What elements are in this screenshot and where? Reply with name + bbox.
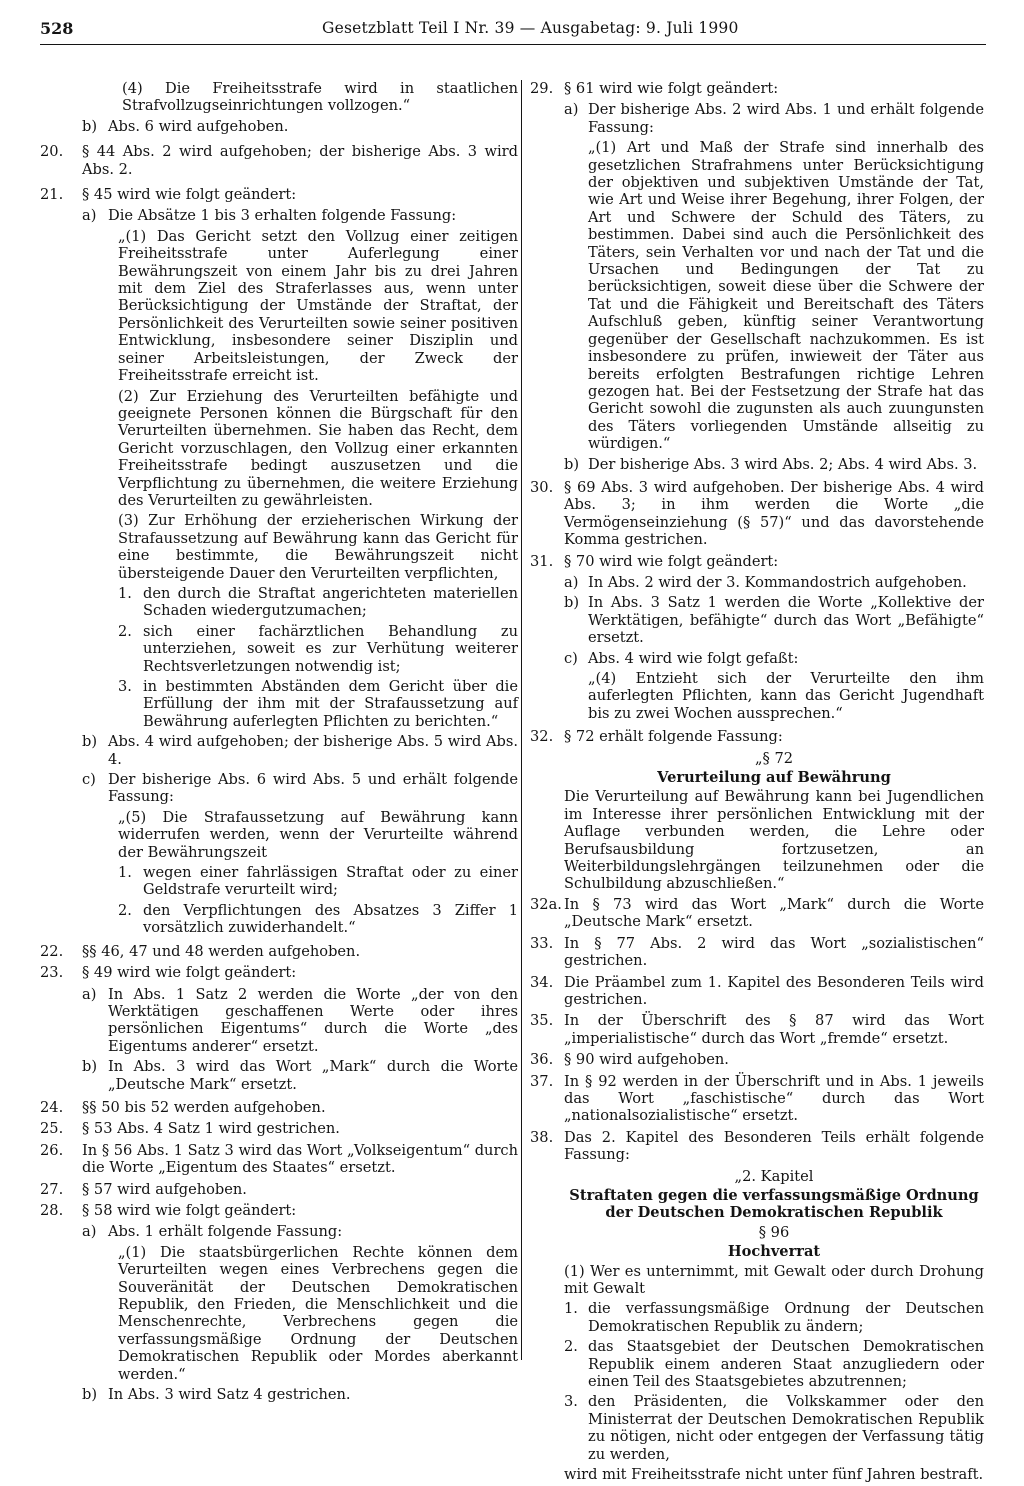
item-number: 33. (530, 934, 554, 952)
item-number: 22. (40, 942, 64, 960)
list-item (118, 902, 518, 937)
item-text: §§ 50 bis 52 werden aufgehoben. (82, 1098, 326, 1116)
list-item (530, 1012, 984, 1047)
item-text: In § 73 wird das Wort „Mark“ durch die Worte „Deutsche Mark“ ersetzt. (564, 895, 984, 931)
paragraph: (4) Die Freiheitsstrafe wird in staatlichen Strafvollzugseinrichtungen vollzogen.“ (122, 80, 518, 115)
list-item (530, 1129, 984, 1164)
item-marker: b) (82, 733, 98, 751)
item-text: sich einer fachärztlichen Behandlung zu unterziehen, soweit es zur Verhütung weiterer Rechtsverletzungen notwendig ist; (143, 622, 518, 675)
item-number: 1. (118, 584, 132, 602)
paragraph: wird mit Freiheitsstrafe nicht unter fünf Jahren bestraft. (564, 1466, 984, 1484)
item-number: 23. (40, 964, 64, 982)
list-item (530, 1051, 984, 1068)
item-number: 34. (530, 973, 554, 991)
item-text: in bestimmten Abständen dem Gericht über die Erfüllung der ihm mit der Strafaussetzung auf Bewährung auferlegten Pflichten zu berichten.“ (143, 678, 518, 730)
item-number: 35. (530, 1012, 554, 1030)
item-text: § 61 wird wie folgt geändert: (564, 80, 779, 97)
list-item (530, 974, 984, 1009)
list-item (530, 896, 984, 931)
chapter-heading: Straftaten gegen die verfassungsmäßige Ordnung (569, 1186, 979, 1204)
list-item (564, 594, 984, 646)
item-number: 36. (530, 1051, 554, 1069)
list-item (82, 118, 518, 135)
item-text: § 72 erhält folgende Fassung: (564, 728, 783, 746)
paragraph: (2) Zur Erziehung des Verurteilten befähigte und geeignete Personen können die Bürgschaft für den Verurteilten übernehmen. Sie haben das Recht, dem Gericht vorzuschlagen, den Vollzug einer erkannten Freiheitsstrafe bedingt auszusetzen und die Verpflichtung zu übernehmen, die weitere Erziehung des Verurteilten zu gewährleisten. (118, 387, 518, 509)
list-item (40, 964, 518, 981)
list-item (530, 1073, 984, 1125)
paragraph: (3) Zur Erhöhung der erzieherischen Wirkung der Strafaussetzung auf Bewährung kann das Gericht für eine bestimmte, die Bewährungszeit nicht übersteigende Dauer den Verurteilten verpflichten, (118, 512, 518, 582)
item-text: § 53 Abs. 4 Satz 1 wird gestrichen. (82, 1120, 340, 1138)
item-text: In § 92 werden in der Überschrift und in Abs. 1 jeweils das Wort „faschistische“ durch das Wort „nationalsozialistische“ ersetzt. (564, 1072, 984, 1125)
list-item (82, 771, 518, 806)
list-item (564, 1300, 984, 1335)
item-text: Abs. 6 wird aufgehoben. (108, 117, 289, 135)
item-text: § 57 wird aufgehoben. (82, 1180, 247, 1198)
item-text: den Präsidenten, die Volkskammer oder den Ministerrat der Deutschen Demokratischen Republik zu nötigen, nicht oder entgegen der Verfassung tätig zu werden, (588, 1393, 984, 1463)
list-item (564, 1338, 984, 1390)
list-item (82, 1058, 518, 1093)
list-item (82, 986, 518, 1056)
item-number: 25. (40, 1120, 64, 1138)
item-text: In Abs. 2 wird der 3. Kommandostrich aufgehoben. (588, 573, 967, 591)
item-number: 32. (530, 728, 554, 746)
item-marker: a) (564, 101, 579, 119)
item-number: 24. (40, 1098, 64, 1116)
item-marker: a) (82, 985, 97, 1003)
item-text: § 45 wird wie folgt geändert: (82, 186, 297, 204)
item-text: § 69 Abs. 3 wird aufgehoben. Der bisherige Abs. 4 wird Abs. 3; in ihm werden die Worte „die Vermögenseinziehung (§ 57)“ und das davorstehende Komma gestrichen. (564, 478, 984, 549)
list-item (530, 80, 984, 97)
paragraph: „(5) Die Strafaussetzung auf Bewährung kann widerrufen werden, wenn der Verurteilte während der Bewährungszeit (118, 808, 518, 861)
list-item (40, 186, 518, 203)
item-text: die verfassungsmäßige Ordnung der Deutschen Demokratischen Republik zu ändern; (588, 1300, 984, 1335)
right-column (530, 80, 984, 1486)
item-text: In der Überschrift des § 87 wird das Wort „imperialistische“ durch das Wort „fremde“ ersetzt. (564, 1012, 984, 1047)
item-text: wegen einer fahrlässigen Straftat oder zu einer Geldstrafe verurteilt wird; (143, 864, 518, 899)
item-number: 1. (118, 864, 132, 882)
page-number: 528 (40, 19, 74, 38)
left-column (40, 80, 518, 1406)
list-item (40, 1142, 518, 1177)
item-text: In Abs. 3 wird Satz 4 gestrichen. (108, 1386, 351, 1404)
item-text: § 58 wird wie folgt geändert: (82, 1201, 297, 1219)
paragraph: „(4) Entzieht sich der Verurteilte den ihm auferlegten Pflichten, kann das Gericht Jugendhaft bis zu zwei Wochen aussprechen.“ (588, 670, 984, 722)
list-item (40, 943, 518, 960)
list-item (530, 553, 984, 570)
item-marker: b) (82, 1386, 98, 1404)
list-item (82, 733, 518, 768)
item-text: § 90 wird aufgehoben. (564, 1051, 729, 1069)
list-item (118, 623, 518, 675)
item-number: 31. (530, 552, 554, 570)
item-text: Das 2. Kapitel des Besonderen Teils erhält folgende Fassung: (564, 1128, 984, 1164)
item-text: den Verpflichtungen des Absatzes 3 Ziffer 1 vorsätzlich zuwiderhandelt.“ (143, 901, 518, 937)
item-number: 27. (40, 1180, 64, 1198)
item-text: Der bisherige Abs. 3 wird Abs. 2; Abs. 4 wird Abs. 3. (588, 455, 978, 473)
list-item (564, 1393, 984, 1463)
item-marker: c) (82, 771, 96, 789)
item-number: 37. (530, 1072, 554, 1090)
item-number: 38. (530, 1128, 554, 1146)
item-text: Abs. 1 erhält folgende Fassung: (108, 1223, 343, 1241)
item-text: Die Absätze 1 bis 3 erhalten folgende Fassung: (108, 207, 457, 225)
item-number: 29. (530, 80, 554, 97)
item-marker: b) (564, 594, 580, 612)
list-item (40, 1181, 518, 1198)
list-item (118, 864, 518, 899)
list-item (530, 935, 984, 970)
item-number: 26. (40, 1141, 64, 1159)
section-heading: Verurteilung auf Bewährung (657, 769, 891, 787)
item-number: 20. (40, 143, 64, 161)
item-marker: a) (82, 1223, 97, 1241)
section-number: § 96 (758, 1223, 790, 1241)
item-marker: b) (82, 117, 98, 135)
item-text: Die Präambel zum 1. Kapitel des Besonderen Teils wird gestrichen. (564, 973, 984, 1008)
item-number: 2. (564, 1338, 578, 1356)
paragraph: (1) Wer es unternimmt, mit Gewalt oder durch Drohung mit Gewalt (564, 1262, 984, 1297)
chapter-number: „2. Kapitel (734, 1167, 814, 1185)
list-item (40, 1202, 518, 1219)
page-header (40, 16, 986, 45)
item-marker: b) (82, 1058, 98, 1076)
item-text: In § 77 Abs. 2 wird das Wort „sozialistischen“ gestrichen. (564, 934, 984, 970)
item-number: 2. (118, 901, 132, 919)
paragraph: „(1) Die staatsbürgerlichen Rechte können dem Verurteilten wegen eines Verbrechens gegen die Souveränität der Deutschen Demokratischen Republik, den Frieden, die Menschlichkeit und die Menschenrechte, Verbrechens gegen die verfassungsmäßige Ordnung der Deutschen Demokratischen Republik oder Mordes aberkannt werden.“ (118, 1243, 518, 1383)
item-number: 3. (564, 1393, 578, 1411)
section-heading: Hochverrat (727, 1243, 821, 1261)
list-item (564, 574, 984, 591)
paragraph: Die Verurteilung auf Bewährung kann bei Jugendlichen im Interesse ihrer persönlichen Entwicklung mit der Auflage verbunden werden, die Lehre oder Berufsausbildung fortzusetzen, an Weiterbildungslehrgängen teilzunehmen oder die Schulbildung abzuschließen.“ (564, 788, 984, 893)
item-number: 1. (564, 1300, 578, 1318)
item-number: 28. (40, 1201, 64, 1219)
list-item (564, 456, 984, 473)
section-number: „§ 72 (754, 749, 794, 767)
list-item (82, 207, 518, 224)
item-text: § 70 wird wie folgt geändert: (564, 552, 779, 570)
header-title: Gesetzblatt Teil I Nr. 39 — Ausgabetag: 9. Juli 1990 (322, 19, 739, 37)
item-text: Der bisherige Abs. 2 wird Abs. 1 und erhält folgende Fassung: (588, 101, 984, 136)
item-text: den durch die Straftat angerichteten materiellen Schaden wiedergutzumachen; (143, 584, 518, 620)
list-item (530, 728, 984, 745)
list-item (40, 1099, 518, 1116)
item-number: 21. (40, 186, 64, 204)
item-text: Der bisherige Abs. 6 wird Abs. 5 und erhält folgende Fassung: (108, 771, 518, 806)
list-item (118, 585, 518, 620)
item-text: Abs. 4 wird aufgehoben; der bisherige Abs. 5 wird Abs. 4. (108, 733, 518, 768)
paragraph: „(1) Art und Maß der Strafe sind innerhalb des gesetzlichen Strafrahmens unter Berücksichtigung der objektiven und subjektiven Umstände der Tat, wie Art und Weise ihrer Begehung, ihrer Folgen, der Art und Schwere der Schuld des Täters, zu bestimmen. Dabei sind auch die Persönlichkeit des Täters, sein Verhalten vor und nach der Tat und die Ursachen und Bedingungen der Tat zu berücksichtigen, soweit diese über die Schwere der Tat und die Fähigkeit und Bereitschaft des Täters Aufschluß geben, künftig seiner Verantwortung gegenüber der Gesellschaft nachzukommen. Es ist insbesondere zu prüfen, inwieweit der Täter aus bereits erfolgten Bestrafungen richtige Lehren gezogen hat. Bei der Festsetzung der Strafe hat das Gericht sowohl die zugunsten als auch zuungunsten des Täters vorliegenden Umstände allseitig zu würdigen.“ (588, 139, 984, 453)
item-marker: b) (564, 455, 580, 473)
item-marker: a) (82, 207, 97, 225)
list-item (564, 650, 984, 667)
item-text: das Staatsgebiet der Deutschen Demokratischen Republik einem anderen Staat anzugliedern oder einen Teil des Staatsgebietes abzutrennen; (588, 1338, 984, 1391)
column-divider (521, 80, 522, 1360)
list-item (564, 101, 984, 136)
item-number: 30. (530, 478, 554, 496)
item-number: 32a. (530, 895, 562, 913)
paragraph: „(1) Das Gericht setzt den Vollzug einer zeitigen Freiheitsstrafe unter Auferlegung einer Bewährungszeit von einem Jahr bis zu drei Jahren mit dem Ziel des Straferlasses aus, wenn unter Berücksichtigung der Umstände der Straftat, der Persönlichkeit des Verurteilten sowie seiner positiven Entwicklung, insbesondere seiner Disziplin und seiner Arbeitsleistungen, der Zweck der Freiheitsstrafe erreicht ist. (118, 227, 518, 385)
list-item (40, 143, 518, 178)
list-item (82, 1386, 518, 1403)
list-item (118, 678, 518, 730)
item-number: 2. (118, 622, 132, 640)
item-text: In Abs. 3 Satz 1 werden die Worte „Kollektive der Werktätigen, befähigte“ durch das Wort „Befähigte“ ersetzt. (588, 594, 984, 647)
list-item (40, 1120, 518, 1137)
item-text: § 44 Abs. 2 wird aufgehoben; der bisherige Abs. 3 wird Abs. 2. (82, 143, 518, 178)
item-text: §§ 46, 47 und 48 werden aufgehoben. (82, 942, 361, 960)
item-text: § 49 wird wie folgt geändert: (82, 964, 297, 982)
item-marker: a) (564, 573, 579, 591)
item-marker: c) (564, 649, 578, 667)
list-item (82, 1223, 518, 1240)
item-text: In § 56 Abs. 1 Satz 3 wird das Wort „Volkseigentum“ durch die Worte „Eigentum des Staates“ ersetzt. (82, 1141, 518, 1177)
item-text: Abs. 4 wird wie folgt gefaßt: (588, 649, 799, 667)
item-text: In Abs. 1 Satz 2 werden die Worte „der von den Werktätigen geschaffenen Werte oder ihres persönlichen Eigentums“ durch die Worte „des Eigentums anderer“ ersetzt. (108, 985, 518, 1055)
chapter-heading: der Deutschen Demokratischen Republik (605, 1204, 943, 1222)
item-text: In Abs. 3 wird das Wort „Mark“ durch die Worte „Deutsche Mark“ ersetzt. (108, 1058, 518, 1093)
list-item (530, 479, 984, 549)
item-number: 3. (118, 678, 132, 695)
